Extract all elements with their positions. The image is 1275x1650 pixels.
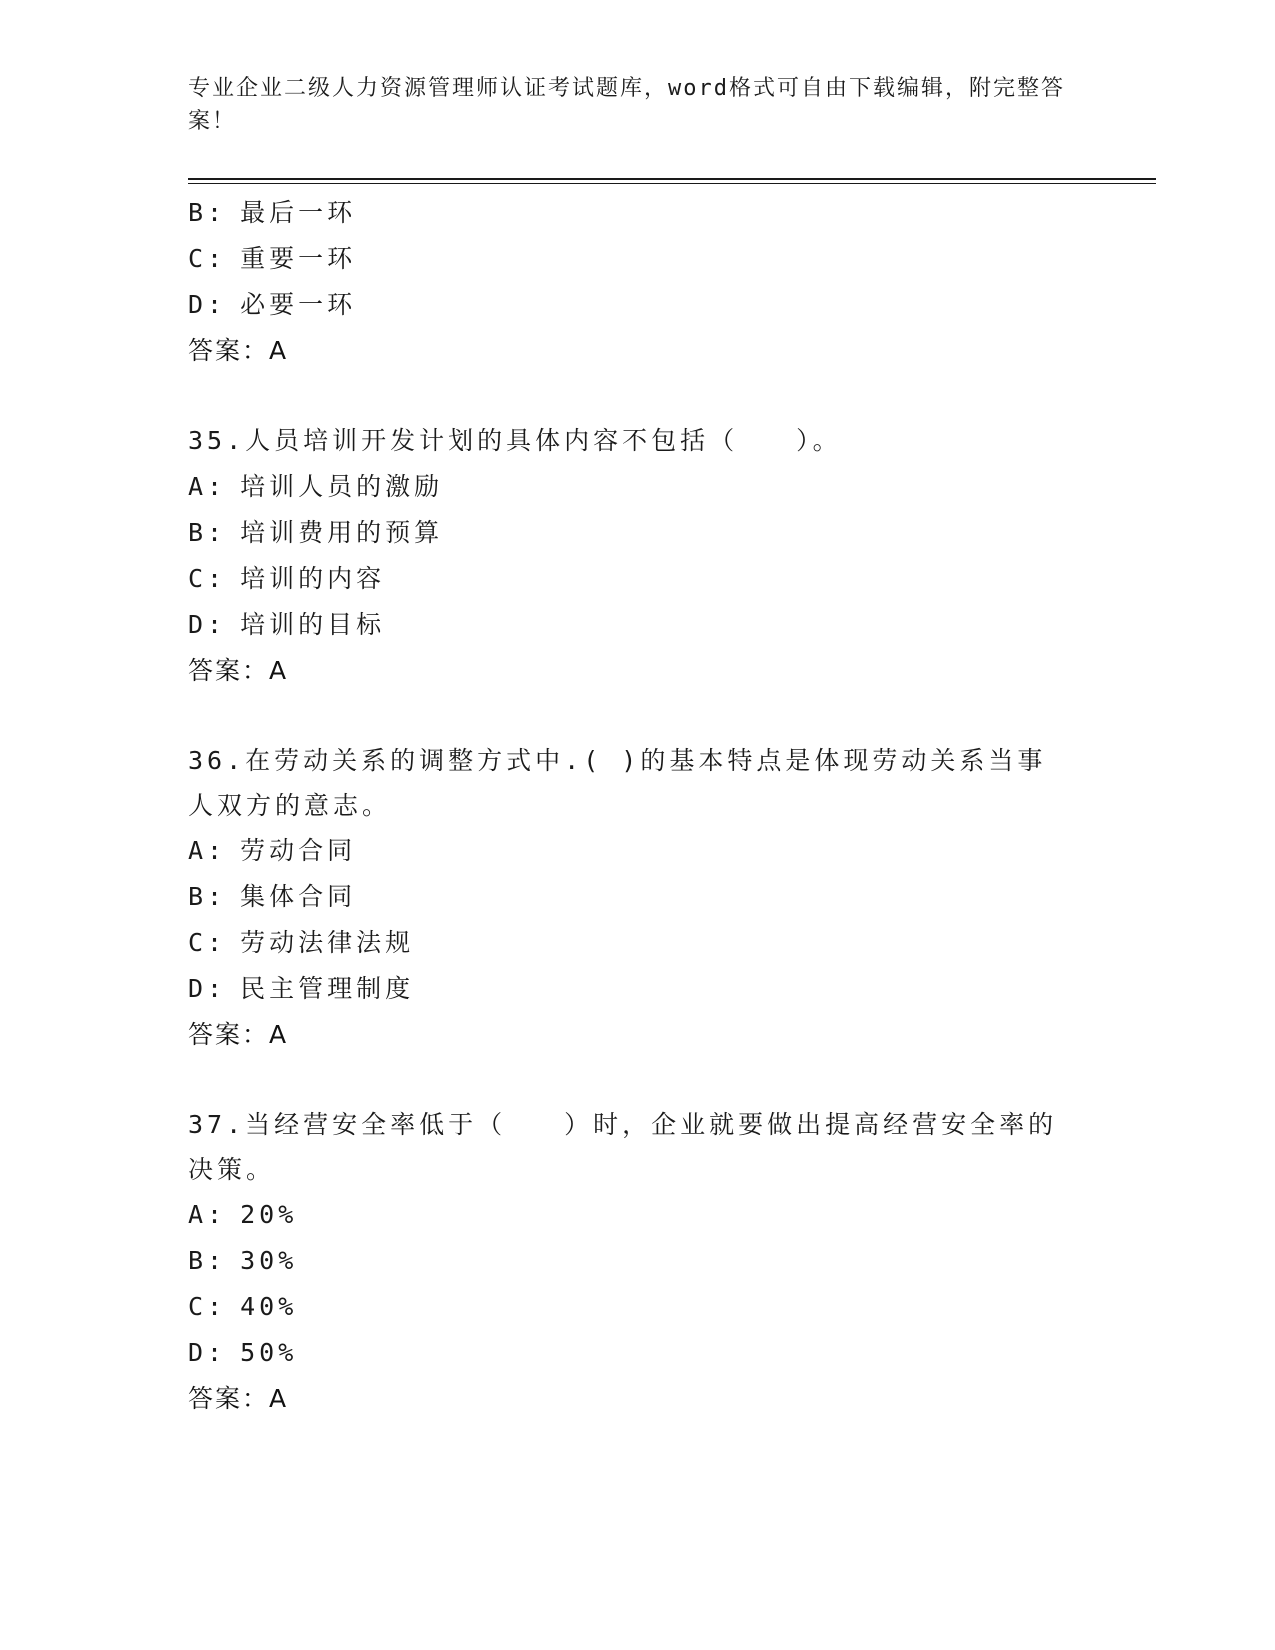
option-text: 培训费用的预算 xyxy=(240,518,444,547)
answer-line: 答案：A xyxy=(188,1020,289,1049)
question-35 xyxy=(188,418,1088,694)
option-text: 劳动法律法规 xyxy=(240,928,415,957)
option-b xyxy=(188,1238,1088,1284)
option-d xyxy=(188,282,1088,328)
option-c xyxy=(188,556,1088,602)
question-stem: 36.在劳动关系的调整方式中.( )的基本特点是体现劳动关系当事人双方的意志。 xyxy=(188,746,1047,820)
option-text: 必要一环 xyxy=(240,290,357,319)
option-c xyxy=(188,1284,1088,1330)
option-text: 最后一环 xyxy=(240,198,357,227)
answer-line: 答案：A xyxy=(188,336,289,365)
option-a xyxy=(188,828,1088,874)
option-c xyxy=(188,236,1088,282)
document-header: 专业企业二级人力资源管理师认证考试题库，word格式可自由下载编辑，附完整答案！ xyxy=(188,76,1065,134)
question-36 xyxy=(188,738,1088,1058)
option-letter: C: xyxy=(188,928,227,957)
option-text: 40% xyxy=(240,1292,298,1321)
option-letter: A: xyxy=(188,1200,227,1229)
option-letter: D: xyxy=(188,1338,227,1367)
option-letter: D: xyxy=(188,974,227,1003)
option-text: 劳动合同 xyxy=(240,836,357,865)
option-letter: C: xyxy=(188,244,227,273)
option-text: 重要一环 xyxy=(240,244,357,273)
option-b xyxy=(188,510,1088,556)
option-letter: B: xyxy=(188,518,227,547)
header-rule-thick xyxy=(188,178,1156,180)
option-letter: C: xyxy=(188,1292,227,1321)
option-text: 培训的内容 xyxy=(240,564,386,593)
option-d xyxy=(188,1330,1088,1376)
option-letter: B: xyxy=(188,882,227,911)
option-letter: B: xyxy=(188,1246,227,1275)
option-text: 20% xyxy=(240,1200,298,1229)
option-text: 30% xyxy=(240,1246,298,1275)
option-d xyxy=(188,966,1088,1012)
option-b xyxy=(188,874,1088,920)
option-letter: C: xyxy=(188,564,227,593)
option-d xyxy=(188,602,1088,648)
question-stem: 35.人员培训开发计划的具体内容不包括（ ）。 xyxy=(188,426,842,455)
option-letter: A: xyxy=(188,836,227,865)
option-text: 民主管理制度 xyxy=(240,974,415,1003)
option-text: 50% xyxy=(240,1338,298,1367)
option-text: 集体合同 xyxy=(240,882,357,911)
option-letter: D: xyxy=(188,290,227,319)
question-content xyxy=(188,190,1088,1422)
option-letter: A: xyxy=(188,472,227,501)
answer-line: 答案：A xyxy=(188,656,289,685)
question-stem: 37.当经营安全率低于（ ）时，企业就要做出提高经营安全率的决策。 xyxy=(188,1110,1058,1184)
option-a xyxy=(188,1192,1088,1238)
option-letter: D: xyxy=(188,610,227,639)
question-37 xyxy=(188,1102,1088,1422)
option-text: 培训的目标 xyxy=(240,610,386,639)
header-rule-thin xyxy=(188,183,1156,184)
option-c xyxy=(188,920,1088,966)
option-b xyxy=(188,190,1088,236)
option-text: 培训人员的激励 xyxy=(240,472,444,501)
option-letter: B: xyxy=(188,198,227,227)
answer-line: 答案：A xyxy=(188,1384,289,1413)
option-a xyxy=(188,464,1088,510)
